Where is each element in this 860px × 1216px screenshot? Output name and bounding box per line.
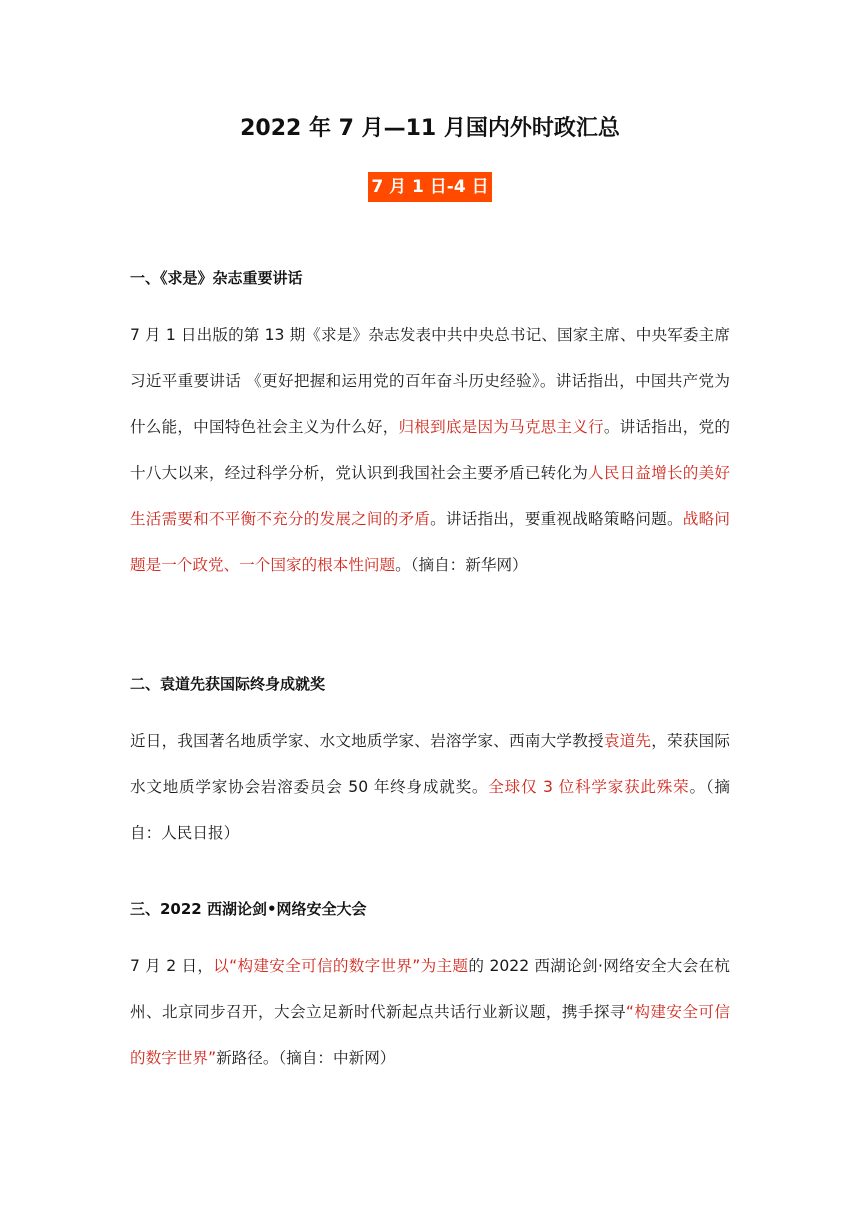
date-badge-container xyxy=(0,172,860,202)
section-heading: 一、《求是》杂志重要讲话 xyxy=(130,269,303,287)
section-heading: 二、袁道先获国际终身成就奖 xyxy=(130,675,326,693)
section-paragraph xyxy=(130,312,730,588)
highlighted-text: 全球仅 3 位科学家获此殊荣 xyxy=(488,778,690,796)
section-paragraph xyxy=(130,718,730,856)
paragraph-text: 7 月 1 日出版的第 13 期《求是》杂志发表中共中央总书记、国家主席、中央军委主席习近平重要讲话 《更好把握和运用党的百年奋斗历史经验》。讲话指出，中国共产党为什么能，中国特色社会主义为什么好， xyxy=(130,326,730,436)
highlighted-text: 归根到底是因为马克思主义行 xyxy=(398,418,604,436)
highlighted-text: 袁道先 xyxy=(603,732,652,750)
section-award xyxy=(130,672,730,856)
paragraph-text: 。讲话指出，要重视战略策略问题。 xyxy=(430,510,683,528)
paragraph-text: 。讲话指出，党的十八大以来，经过科学分析，党认识到我国社会主要矛盾已转化为 xyxy=(130,418,730,482)
section-qiushi-speech xyxy=(130,266,730,588)
highlighted-text: “构建安全可信的数字世界” xyxy=(130,1003,730,1067)
document-title: 2022 年 7 月—11 月国内外时政汇总 xyxy=(240,116,620,141)
paragraph-text: 7 月 2 日， xyxy=(130,957,214,975)
paragraph-text: 的 2022 西湖论剑·网络安全大会在杭州、北京同步召开，大会立足新时代新起点共话行业新议题，携手探寻 xyxy=(130,957,731,1021)
section-heading: 三、2022 西湖论剑•网络安全大会 xyxy=(130,900,367,918)
paragraph-text: 。（摘自：新华网） xyxy=(395,556,528,574)
paragraph-text: 近日，我国著名地质学家、水文地质学家、岩溶学家、西南大学教授 xyxy=(130,732,604,750)
highlighted-text: 人民日益增长的美好生活需要和不平衡不充分的发展之间的矛盾 xyxy=(130,464,730,528)
section-cybersecurity-conference xyxy=(130,897,730,1081)
section-paragraph xyxy=(130,943,730,1081)
paragraph-text: ，荣获国际水文地质学家协会岩溶委员会 50 年终身成就奖。 xyxy=(130,732,730,796)
date-range-badge: 7 月 1 日-4 日 xyxy=(368,172,491,202)
highlighted-text: 战略问题是一个政党、一个国家的根本性问题 xyxy=(130,510,730,574)
paragraph-text: 。（摘自：人民日报） xyxy=(130,778,730,842)
highlighted-text: 以“构建安全可信的数字世界”为主题 xyxy=(213,957,469,975)
paragraph-text: 新路径。（摘自：中新网） xyxy=(216,1049,396,1067)
